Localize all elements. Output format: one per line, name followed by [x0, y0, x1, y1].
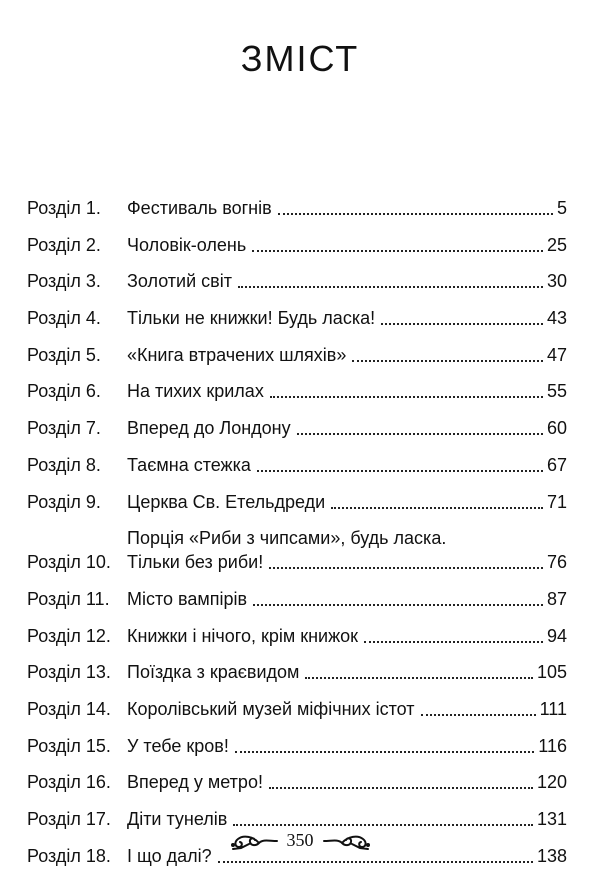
toc-entry [27, 416, 567, 440]
toc-entry [27, 526, 567, 574]
dot-leader [269, 567, 543, 569]
chapter-number: Розділ 8. [27, 454, 101, 475]
dot-leader [253, 604, 543, 606]
toc-entry [27, 734, 567, 758]
chapter-page-number: 87 [546, 588, 567, 609]
chapter-title: Чоловік-олень [127, 234, 247, 255]
chapter-title: Тільки без риби! [127, 552, 264, 573]
page-number: 350 [286, 830, 314, 850]
chapter-page-number: 47 [546, 344, 567, 365]
chapter-page-number: 43 [546, 308, 567, 329]
chapter-title: Книжки і нічого, крім книжок [127, 625, 359, 646]
chapter-page-number: 71 [546, 491, 567, 512]
chapter-page-number: 105 [536, 662, 567, 683]
chapter-number: Розділ 12. [27, 625, 111, 646]
chapter-page-number: 60 [546, 418, 567, 439]
chapter-title: Місто вампірів [127, 588, 248, 609]
chapter-page-number: 120 [536, 772, 567, 793]
chapter-title: Порція «Риби з чипсами», будь ласка. [127, 528, 447, 549]
toc-entry [27, 233, 567, 257]
chapter-title: Золотий світ [127, 271, 232, 292]
dot-leader [331, 507, 543, 509]
dot-leader [381, 323, 543, 325]
toc-entry [27, 697, 567, 721]
chapter-title: На тихих крилах [127, 381, 264, 402]
chapter-number: Розділ 18. [27, 845, 111, 866]
page-title: ЗМІСТ [240, 38, 360, 79]
dot-leader [235, 751, 534, 753]
dot-leader [218, 861, 533, 863]
toc-entry [27, 379, 567, 403]
chapter-page-number: 111 [539, 698, 567, 719]
chapter-title: Діти тунелів [127, 809, 228, 829]
dot-leader [269, 787, 533, 789]
chapter-title: Тільки не книжки! Будь ласка! [127, 308, 376, 329]
chapter-page-number: 138 [536, 845, 567, 866]
dot-leader [233, 824, 533, 826]
chapter-number: Розділ 16. [27, 772, 111, 793]
chapter-page-number: 67 [546, 454, 567, 475]
chapter-number: Розділ 15. [27, 735, 111, 756]
page-footer [0, 830, 600, 851]
chapter-page-number: 131 [536, 809, 567, 829]
chapter-number: Розділ 17. [27, 809, 111, 829]
toc-entry [27, 343, 567, 367]
dot-leader [421, 714, 536, 716]
toc-entry [27, 490, 567, 514]
chapter-page-number: 5 [556, 198, 567, 218]
chapter-title: У тебе кров! [127, 735, 229, 756]
chapter-number: Розділ 4. [27, 308, 101, 329]
dot-leader [257, 470, 543, 472]
chapter-title: Таємна стежка [127, 454, 251, 475]
dot-leader [364, 641, 543, 643]
toc-entry [27, 770, 567, 794]
toc-entry [27, 306, 567, 330]
chapter-number: Розділ 14. [27, 698, 111, 719]
chapter-number: Розділ 5. [27, 344, 101, 365]
dot-leader [352, 360, 543, 362]
chapter-title: Королівський музей міфічних істот [127, 698, 415, 719]
toc-entry [27, 269, 567, 293]
chapter-number: Розділ 3. [27, 271, 101, 292]
toc-entry [27, 660, 567, 684]
chapter-number: Розділ 13. [27, 662, 111, 683]
dot-leader [305, 677, 533, 679]
chapter-number: Розділ 2. [27, 234, 101, 255]
scroll-flourish-left-icon [229, 831, 279, 851]
chapter-number: Розділ 7. [27, 418, 101, 439]
toc-entry [27, 587, 567, 611]
chapter-page-number: 76 [546, 552, 567, 573]
dot-leader [297, 433, 543, 435]
chapter-page-number: 30 [546, 271, 567, 292]
chapter-page-number: 94 [546, 625, 567, 646]
chapter-title: Фестиваль вогнів [127, 198, 272, 218]
chapter-title: Церква Св. Етельдреди [127, 491, 326, 512]
dot-leader [278, 213, 553, 215]
chapter-title: І що далі? [127, 845, 212, 866]
chapter-page-number: 116 [538, 735, 567, 756]
toc-entry [27, 196, 567, 220]
chapter-title: Поїздка з краєвидом [127, 662, 300, 683]
chapter-title: Вперед до Лондону [127, 418, 291, 439]
chapter-number: Розділ 1. [27, 198, 101, 218]
chapter-number: Розділ 11. [27, 588, 110, 609]
dot-leader [270, 396, 543, 398]
chapter-title: Вперед у метро! [127, 772, 263, 793]
chapter-title: «Книга втрачених шляхів» [127, 344, 347, 365]
dot-leader [252, 250, 543, 252]
toc-entry [27, 807, 567, 831]
toc-entry [27, 453, 567, 477]
scroll-flourish-right-icon [322, 831, 372, 851]
chapter-page-number: 25 [546, 234, 567, 255]
chapter-number: Розділ 10. [27, 552, 111, 573]
dot-leader [238, 286, 543, 288]
table-of-contents [27, 196, 567, 880]
chapter-number: Розділ 6. [27, 381, 101, 402]
chapter-page-number: 55 [546, 381, 567, 402]
toc-entry [27, 624, 567, 648]
chapter-number: Розділ 9. [27, 491, 101, 512]
